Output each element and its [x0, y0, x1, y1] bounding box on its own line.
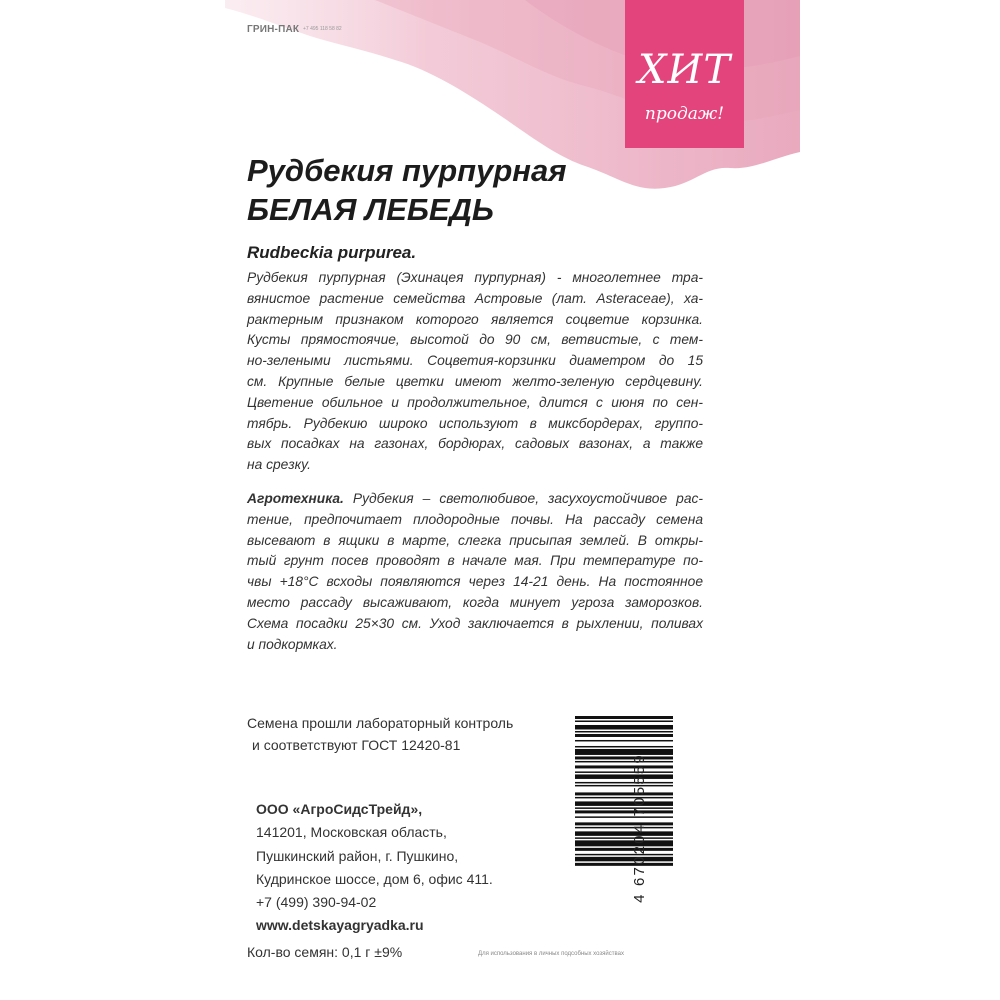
agro-line-text: Рудбекия – светолюбивое, засухоустойчивое рас- — [352, 491, 703, 506]
variety-name: БЕЛАЯ ЛЕБЕДЬ — [247, 192, 494, 227]
company-address-line: 141201, Московская область, — [256, 824, 447, 841]
company-name: ООО «АгроСидсТрейд», — [256, 801, 423, 817]
company-address-line: Пушкинский район, г. Пушкино, — [256, 847, 459, 864]
barcode-bar — [575, 822, 673, 825]
barcode-bar — [575, 807, 673, 809]
barcode-bar — [575, 840, 673, 846]
barcode-bar — [575, 734, 673, 737]
description-line: Цветение обильное и продолжительное, длится с июня по сен- — [247, 394, 703, 410]
barcode-bar — [575, 801, 673, 806]
barcode-bar — [575, 810, 673, 813]
agro-line: высевают в ящики в марте, слегка присыпая землей. В откры- — [247, 532, 703, 548]
barcode-bar — [575, 854, 673, 856]
agro-line: тение, предпочитает плодородные почвы. На рассаду семена — [247, 511, 703, 527]
description-line: но-зелеными листьями. Соцветия-корзинки диаметром до 15 — [247, 353, 703, 369]
barcode-digits: 4 670204 705559 — [631, 753, 648, 903]
brand-phone: +7 495 118 58 82 — [303, 26, 342, 32]
agro-line: Схема посадки 25×30 см. Уход заключается в рыхлении, поливах — [247, 615, 703, 631]
barcode-bar — [575, 746, 673, 748]
description-line: вых посадках на газонах, бордюрах, садовых вазонах, а также — [247, 436, 703, 452]
company-website: www.detskayagryadka.ru — [256, 917, 424, 934]
barcode-bar — [575, 863, 673, 866]
barcode-bar — [575, 831, 673, 836]
barcode-bar — [575, 731, 673, 733]
company-phone: +7 (499) 390-94-02 — [256, 894, 377, 911]
latin-name: Rudbeckia purpurea. — [247, 243, 417, 262]
barcode-bar — [575, 774, 673, 779]
bestseller-badge — [625, 0, 744, 148]
description-line: Рудбекия пурпурная (Эхинацея пурпурная) - многолетнее тра- — [247, 270, 703, 285]
agro-line: тый грунт посев проводят в начале мая. При температуре по- — [247, 553, 703, 569]
lab-line2: и соответствуют ГОСТ 12420-81 — [252, 737, 461, 753]
agro-line: и подкормках. — [247, 636, 338, 652]
agrotechnics-text — [247, 489, 703, 655]
product-title: Рудбекия пурпурная — [247, 153, 567, 188]
description-line: рактерным признаком которого является соцветие корзинка. — [247, 311, 703, 327]
description-line: тябрь. Рудбекию широко используют в миксбордерах, группо- — [247, 415, 703, 431]
lab-control-note — [247, 712, 513, 756]
agro-line: чвы +18°С всходы появляются через 14-21 день. На постоянное — [247, 574, 703, 590]
barcode-bar — [575, 771, 673, 773]
company-address-line: Кудринское шоссе, дом 6, офис 411. — [256, 870, 493, 887]
badge-line2: продаж! — [644, 104, 725, 124]
barcode-bar — [575, 765, 673, 768]
barcode-bar — [575, 716, 673, 719]
barcode-bar — [575, 725, 673, 730]
description-line: Кусты прямостоячие, высотой до 90 см, ветвистые, с тем- — [247, 332, 703, 348]
barcode-bar — [575, 848, 673, 851]
agro-line — [247, 489, 703, 510]
description-line: вянистое растение семейства Астровые (лат. Asteraceae), ха- — [247, 290, 703, 306]
company-info — [256, 798, 493, 938]
description-line: см. Крупные белые цветки имеют желто-зеленую сердцевину. — [247, 373, 703, 389]
barcode-bar — [575, 816, 673, 818]
barcode-bar — [575, 827, 673, 829]
badge-line1: ХИТ — [637, 47, 732, 93]
description-line: на срезку. — [247, 457, 311, 473]
barcode-bar — [575, 720, 673, 722]
barcode-bar — [575, 792, 673, 795]
barcode-bar — [575, 761, 673, 763]
barcode-bar — [575, 782, 673, 784]
barcode-bar — [575, 797, 673, 799]
barcode-bar — [575, 857, 673, 862]
agro-lead: Агротехника. — [247, 491, 344, 506]
barcode-bar — [575, 756, 673, 759]
agro-line: место рассаду высаживают, когда минует угроза заморозков. — [247, 594, 703, 610]
seed-quantity: Кол-во семян: 0,1 г ±9% — [247, 944, 403, 960]
barcode-bar — [575, 749, 673, 755]
personal-use-note: Для использования в личных подсобных хозяйствах — [478, 951, 624, 957]
description-text — [247, 268, 703, 476]
barcode-bar — [575, 785, 673, 787]
brand-label: ГРИН-ПАК — [247, 24, 300, 35]
barcode-bar — [575, 740, 673, 742]
barcode-bar — [575, 837, 673, 839]
lab-line1: Семена прошли лабораторный контроль — [247, 715, 514, 731]
